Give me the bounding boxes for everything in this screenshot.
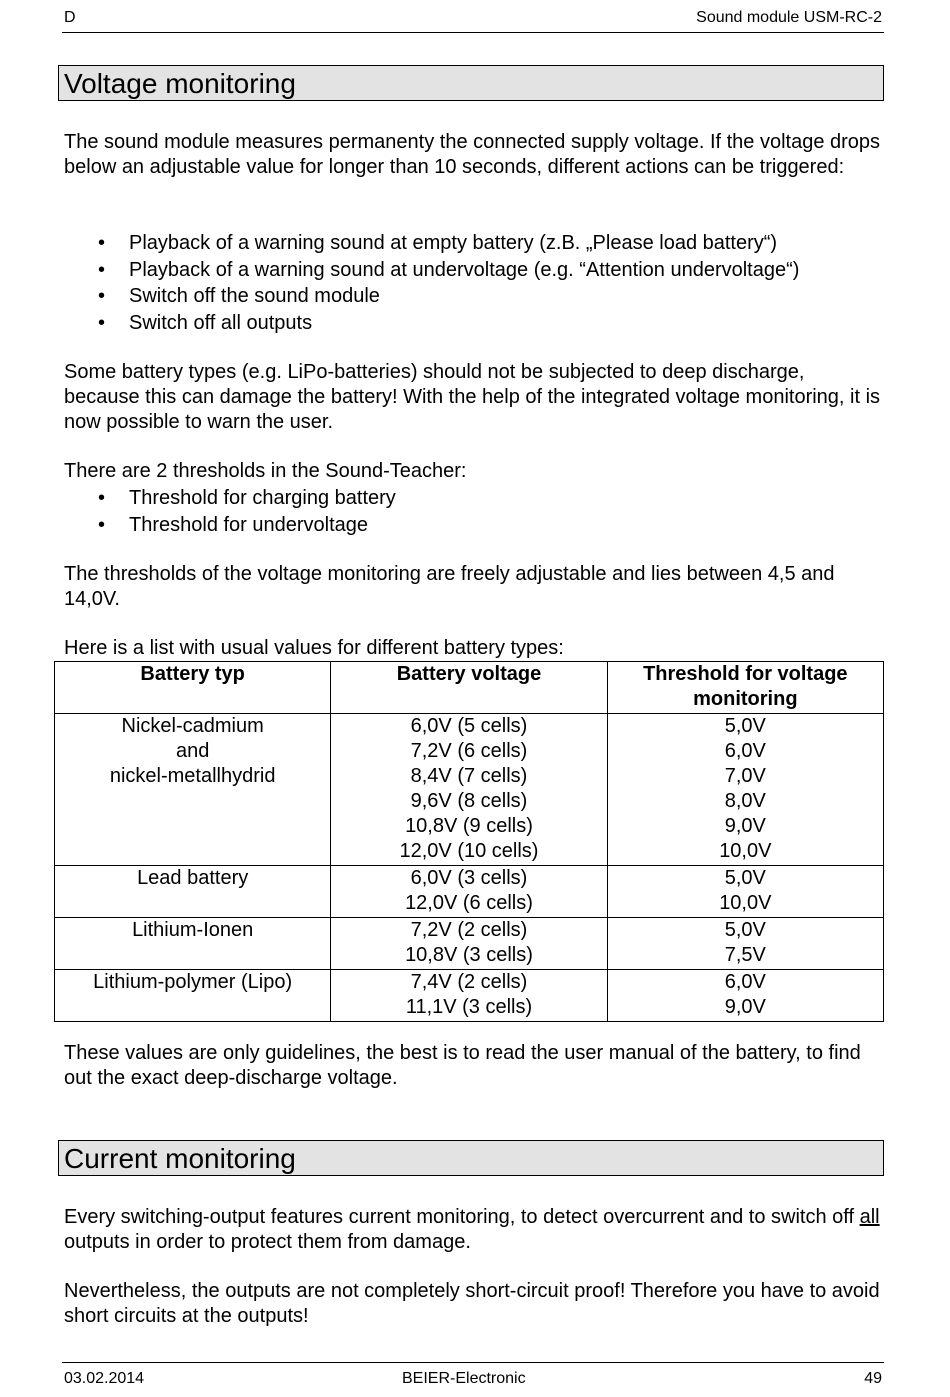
header-product: Sound module USM-RC-2 [696,9,882,26]
voltage-actions-list [64,230,799,336]
threshold-value: 9,0V [724,996,766,1018]
voltage-value: 7,4V (2 cells) [410,971,528,993]
threshold-cell [607,714,883,866]
page-footer [62,1362,884,1393]
threshold-value: 8,0V [724,790,766,812]
threshold-value: 10,0V [719,840,772,862]
current-text: Every switching-output features current monitoring, to detect overcurrent and to switch off [64,1206,860,1228]
threshold-value: 6,0V [724,740,766,762]
voltage-value: 11,1V (3 cells) [405,996,533,1018]
current-paragraph-2: Nevertheless, the outputs are not completely short-circuit proof! Therefore you have to avoid short circuits at the outputs! [64,1280,880,1327]
lipo-paragraph: Some battery types (e.g. LiPo-batteries) should not be subjected to deep discharge, because this can damage the battery! With the help of the integrated voltage monitoring, it is now possible to warn the user. [64,361,881,433]
footer-page-number: 49 [864,1370,882,1387]
threshold-cell [607,866,883,918]
page-header [62,8,884,33]
footer-date: 03.02.2014 [64,1370,145,1387]
voltage-value: 7,2V (2 cells) [410,919,528,941]
list-item: • Switch off all outputs [64,310,799,337]
threshold-value: 5,0V [724,919,766,941]
table-row [55,866,884,918]
header-language: D [64,9,76,26]
voltage-value: 7,2V (6 cells) [410,740,528,762]
guidelines-paragraph: These values are only guidelines, the best is to read the user manual of the battery, to find out the exact deep-discharge voltage. [64,1042,861,1089]
battery-type-line: Lithium-Ionen [132,919,254,941]
battery-voltage-cell [331,918,607,970]
voltage-intro: The sound module measures permanenty the connected supply voltage. If the voltage drops below an adjustable value for longer than 10 seconds, different actions can be triggered: [64,131,881,178]
battery-type-cell [55,918,331,970]
battery-type-line: Lithium-polymer (Lipo) [93,971,293,993]
current-text: outputs in order to protect them from damage. [64,1231,471,1253]
threshold-value: 7,0V [724,765,766,787]
battery-table [54,661,884,1022]
battery-type-line: nickel-metallhydrid [109,765,276,787]
header-battery-voltage: Battery voltage [331,662,607,714]
battery-type-line: Lead battery [137,867,249,889]
threshold-value: 10,0V [719,892,772,914]
section-title-voltage: Voltage monitoring [58,65,884,101]
thresholds-list [64,485,396,538]
threshold-value: 5,0V [724,867,766,889]
battery-type-line: and [175,740,210,762]
list-intro: Here is a list with usual values for different battery types: [64,637,564,659]
threshold-value: 9,0V [724,815,766,837]
voltage-value: 12,0V (10 cells) [399,840,539,862]
adjustable-paragraph: The thresholds of the voltage monitoring are freely adjustable and lies between 4,5 and 14,0V. [64,563,835,610]
list-item: • Switch off the sound module [64,283,799,310]
threshold-value: 6,0V [724,971,766,993]
table-row [55,918,884,970]
battery-voltage-cell [331,970,607,1022]
battery-voltage-cell [331,866,607,918]
list-item: • Threshold for charging battery [64,485,396,512]
table-row [55,970,884,1022]
threshold-cell [607,970,883,1022]
voltage-value: 8,4V (7 cells) [410,765,528,787]
table-header-row [55,662,884,714]
battery-type-line: Nickel-cadmium [121,715,264,737]
list-item: • Playback of a warning sound at undervoltage (e.g. “Attention undervoltage“) [64,257,799,284]
battery-voltage-cell [331,714,607,866]
current-emphasis: all [859,1206,880,1228]
footer-company: BEIER-Electronic [402,1370,526,1387]
current-paragraph-1 [64,1205,884,1255]
header-threshold: Threshold for voltage monitoring [607,662,883,714]
threshold-value: 5,0V [724,715,766,737]
thresholds-intro: There are 2 thresholds in the Sound-Teacher: [64,460,467,482]
voltage-value: 6,0V (5 cells) [410,715,528,737]
voltage-value: 10,8V (9 cells) [405,815,533,837]
table-row [55,714,884,866]
battery-type-cell [55,866,331,918]
voltage-value: 12,0V (6 cells) [405,892,533,914]
battery-type-cell [55,970,331,1022]
voltage-value: 9,6V (8 cells) [410,790,528,812]
section-title-current: Current monitoring [58,1140,884,1176]
list-item: • Playback of a warning sound at empty battery (z.B. „Please load battery“) [64,230,799,257]
threshold-cell [607,918,883,970]
list-item: • Threshold for undervoltage [64,512,396,539]
voltage-value: 6,0V (3 cells) [410,867,528,889]
header-battery-type: Battery typ [55,662,331,714]
battery-type-cell [55,714,331,866]
voltage-value: 10,8V (3 cells) [405,944,533,966]
threshold-value: 7,5V [724,944,766,966]
